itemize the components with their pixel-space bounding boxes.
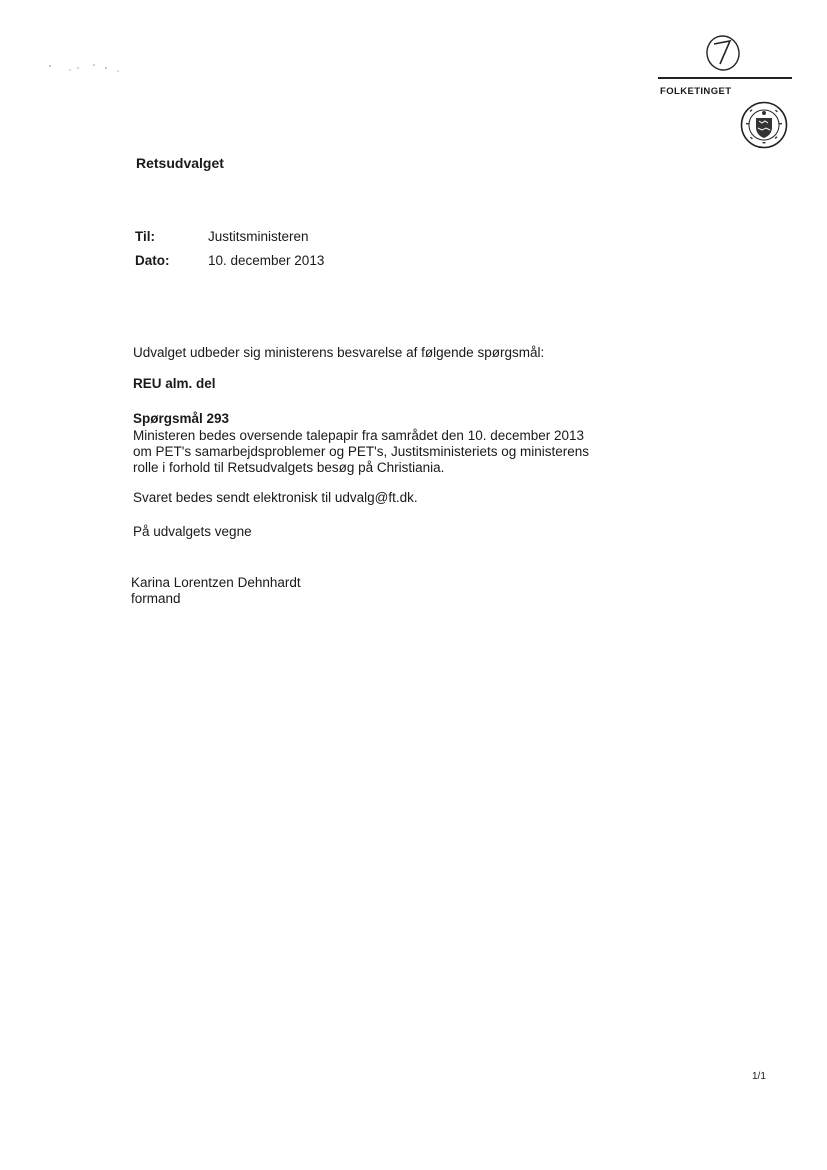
page-number: 1/1 xyxy=(752,1071,766,1082)
to-label: Til: xyxy=(135,229,155,244)
intro-text: Udvalget udbeder sig ministerens besvarelse af følgende spørgsmål: xyxy=(133,345,545,360)
signatory-name: Karina Lorentzen Dehnhardt xyxy=(131,575,301,590)
scan-specks xyxy=(48,62,138,76)
date-value: 10. december 2013 xyxy=(208,253,325,268)
signatory-title: formand xyxy=(131,591,181,606)
date-label: Dato: xyxy=(135,253,170,268)
reply-note: Svaret bedes sendt elektronisk til udvalg@ft.dk. xyxy=(133,490,418,505)
folketinget-seal-icon xyxy=(740,101,788,149)
question-line: rolle i forhold til Retsudvalgets besøg på Christiania. xyxy=(133,460,445,475)
organization-name: FOLKETINGET xyxy=(660,86,732,97)
question-line: Ministeren bedes oversende talepapir fra samrådet den 10. december 2013 xyxy=(133,428,585,443)
header-rule xyxy=(658,77,792,79)
to-value: Justitsministeren xyxy=(208,229,309,244)
reference-text: REU alm. del xyxy=(133,376,216,391)
question-line: om PET's samarbejdsproblemer og PET's, Justitsministeriets og ministerens xyxy=(133,444,590,459)
closing-text: På udvalgets vegne xyxy=(133,524,252,539)
question-heading: Spørgsmål 293 xyxy=(133,411,230,426)
handwritten-annotation xyxy=(700,30,746,74)
committee-name: Retsudvalget xyxy=(136,155,224,171)
